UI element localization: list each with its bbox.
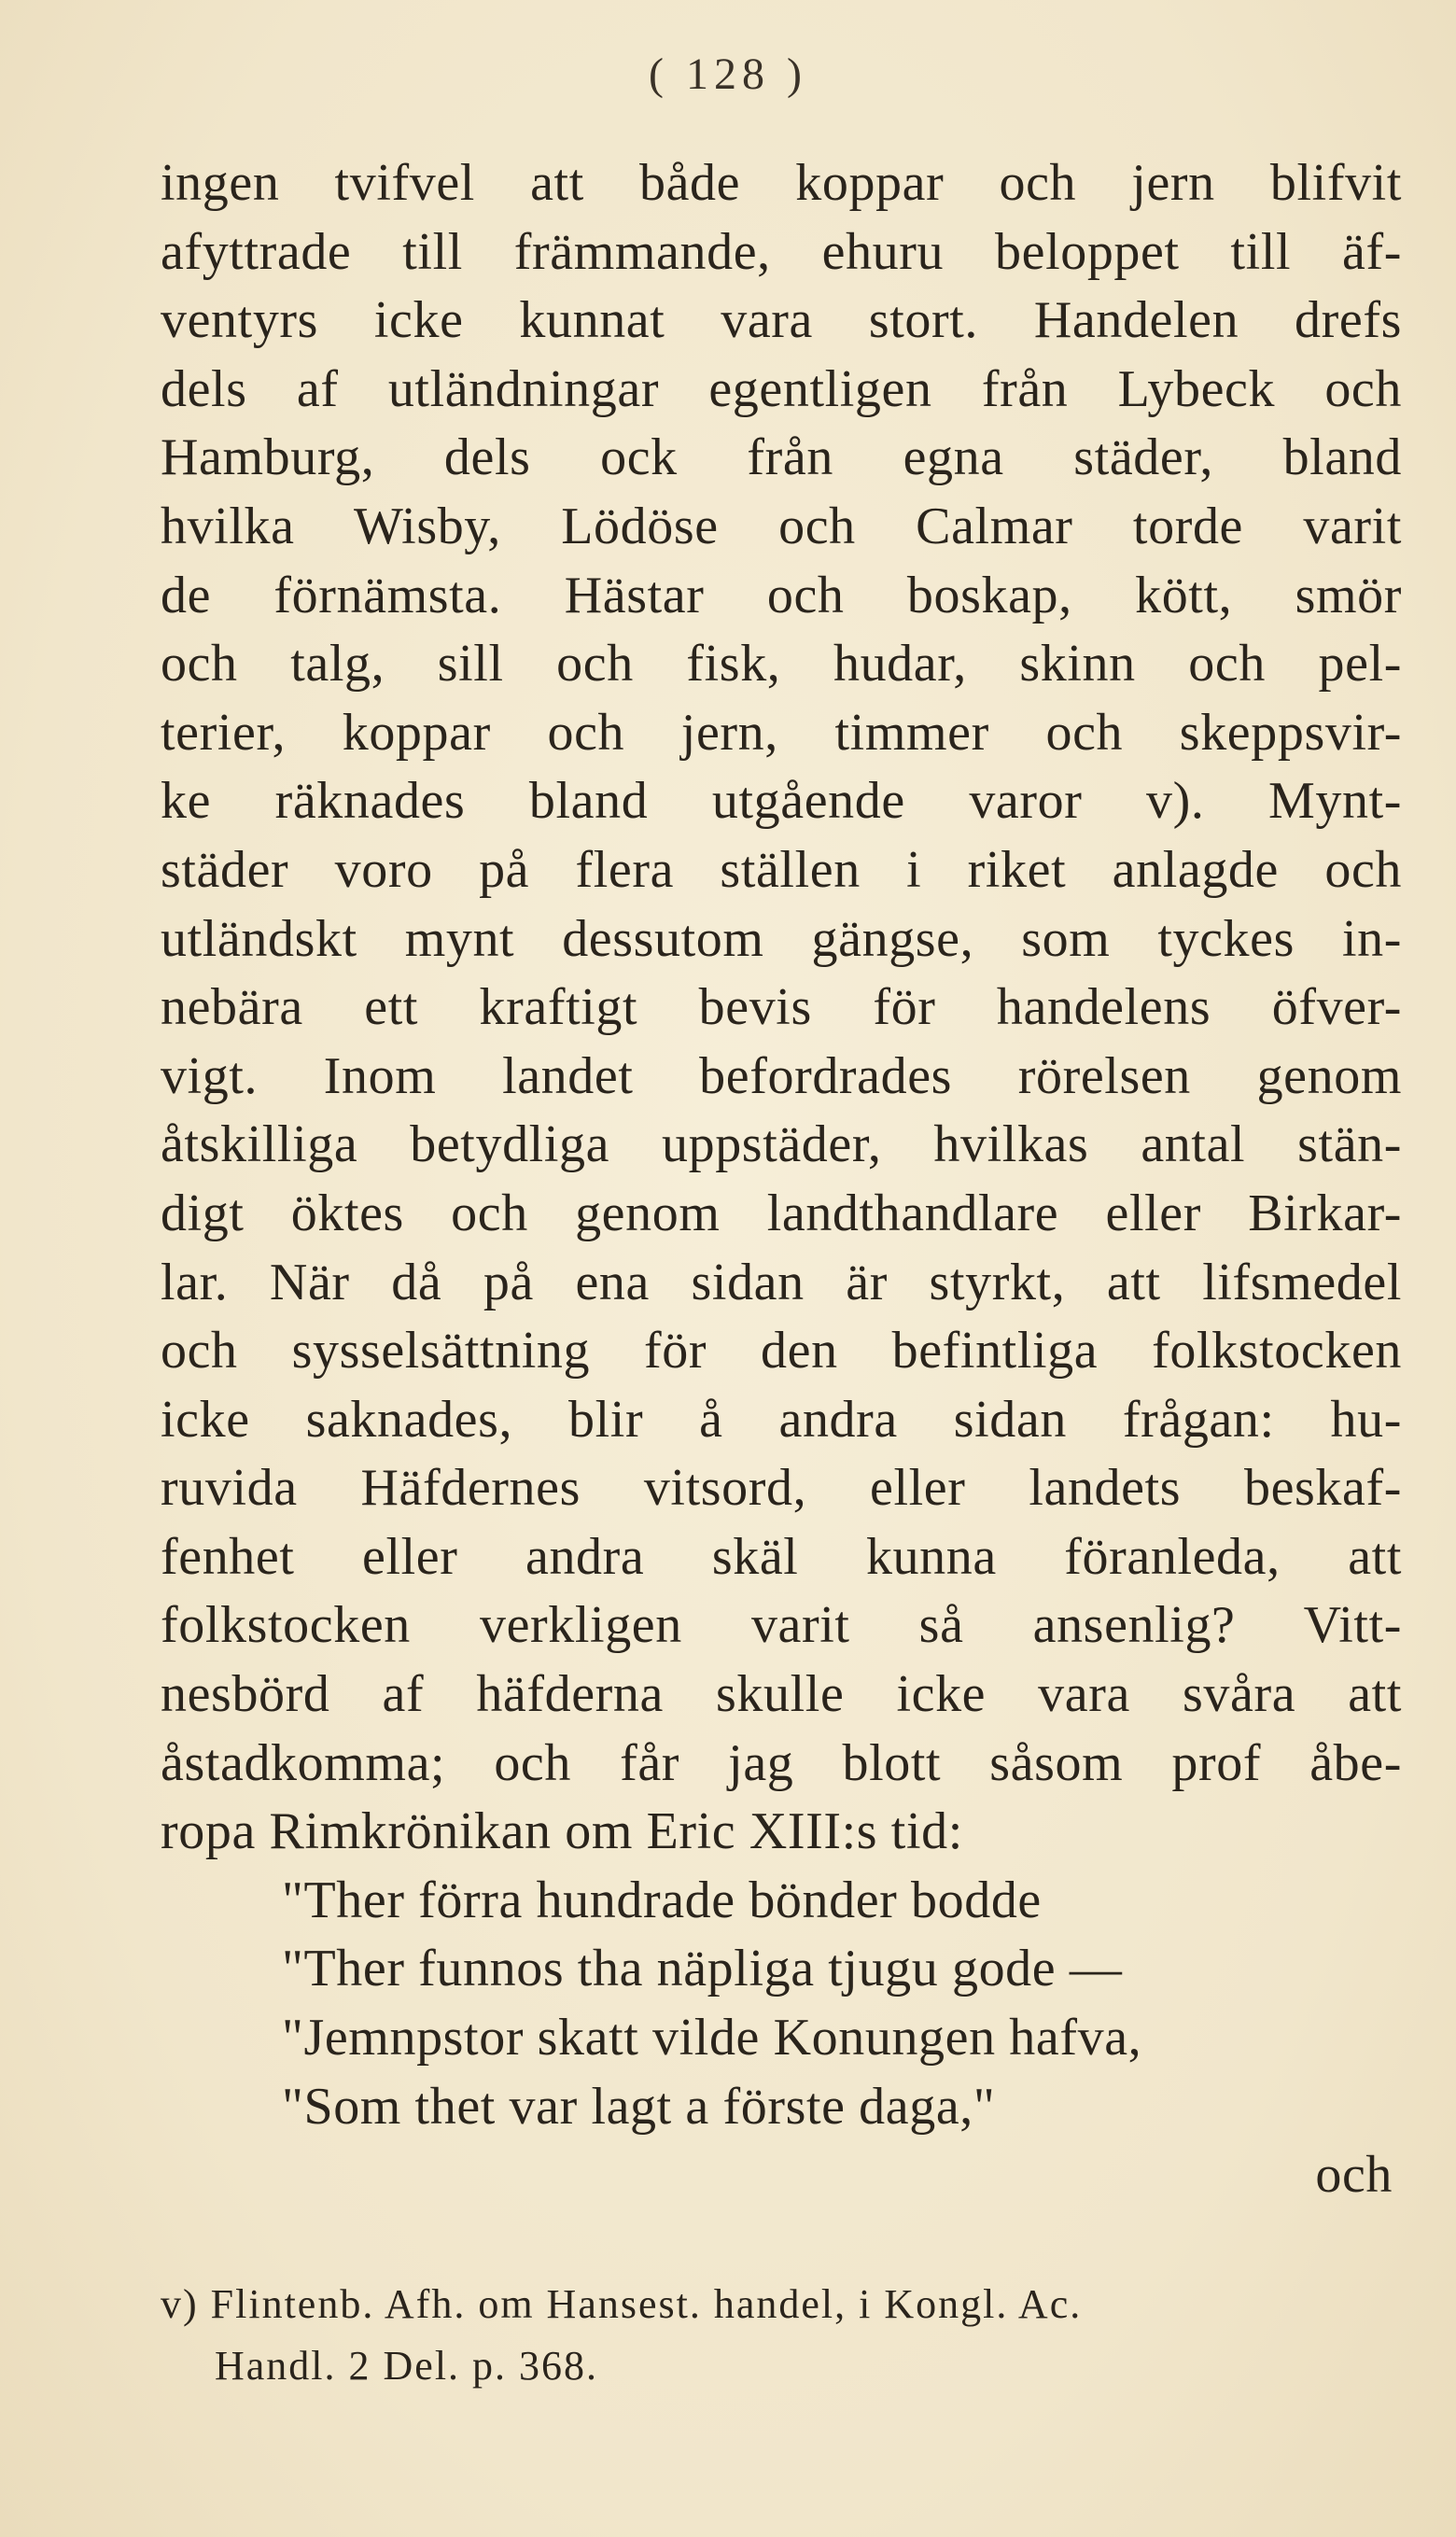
text-line: nebära ett kraftigt bevis för handelens öfver- [161,978,1402,1037]
text-line: och talg, sill och fisk, hudar, skinn och pel- [161,635,1402,694]
text-line: ventyrs icke kunnat vara stort. Handelen drefs [161,291,1402,350]
verse-line: "Ther funnos tha näpliga tjugu gode — [282,1940,1123,1998]
text-line: lar. När då på ena sidan är styrkt, att lifsmedel [161,1253,1402,1311]
text-line: de förnämsta. Hästar och boskap, kött, smör [161,566,1402,624]
body-text [161,149,1402,2210]
verse-line: "Som thet var lagt a förste daga," [282,2077,996,2136]
text-line: ingen tvifvel att både koppar och jern blifvit [161,154,1402,212]
text-line: ke räknades bland utgående varor v). Mynt- [161,772,1402,831]
text-line: nesbörd af häfderna skulle icke vara svåra att [161,1665,1402,1724]
text-line: icke saknades, blir å andra sidan frågan: hu- [161,1390,1402,1449]
text-line: ropa Rimkrönikan om Eric XIII:s tid: [161,1802,963,1861]
text-line: dels af utländningar egentligen från Lybeck och [161,359,1402,418]
text-line: åtskilliga betydliga uppstäder, hvilkas antal stän- [161,1115,1402,1174]
text-line: vigt. Inom landet befordrades rörelsen genom [161,1046,1402,1105]
verse-line: "Ther förra hundrade bönder bodde [282,1871,1042,1929]
text-line: utländskt mynt dessutom gängse, som tyckes in- [161,909,1402,968]
page-number: ( 128 ) [649,49,807,99]
footnote [161,2274,1402,2397]
text-line: städer voro på flera ställen i riket anlagde och [161,840,1402,899]
text-line: och sysselsättning för den befintliga folkstocken [161,1322,1402,1381]
verse-line: "Jemnpstor skatt vilde Konungen hafva, [282,2009,1142,2067]
text-line: ruvida Häfdernes vitsord, eller landets beskaf- [161,1459,1402,1518]
text-line: afyttrade till främmande, ehuru beloppet till äf- [161,222,1402,281]
text-line: fenhet eller andra skäl kunna föranleda, att [161,1527,1402,1586]
text-line: folkstocken verkligen varit så ansenlig? Vitt- [161,1596,1402,1655]
text-line: hvilka Wisby, Lödöse och Calmar torde varit [161,497,1402,555]
catchword: och [1315,2146,1393,2205]
text-line: digt öktes och genom landthandlare eller Birkar- [161,1184,1402,1242]
text-line: terier, koppar och jern, timmer och skeppsvir- [161,703,1402,762]
text-line: Hamburg, dels ock från egna städer, bland [161,428,1402,487]
footnote-line: v) Flintenb. Afh. om Hansest. handel, i Kongl. Ac. [161,2281,1083,2327]
footnote-line: Handl. 2 Del. p. 368. [215,2343,599,2389]
text-line: åstadkomma; och får jag blott såsom prof åbe- [161,1733,1402,1792]
